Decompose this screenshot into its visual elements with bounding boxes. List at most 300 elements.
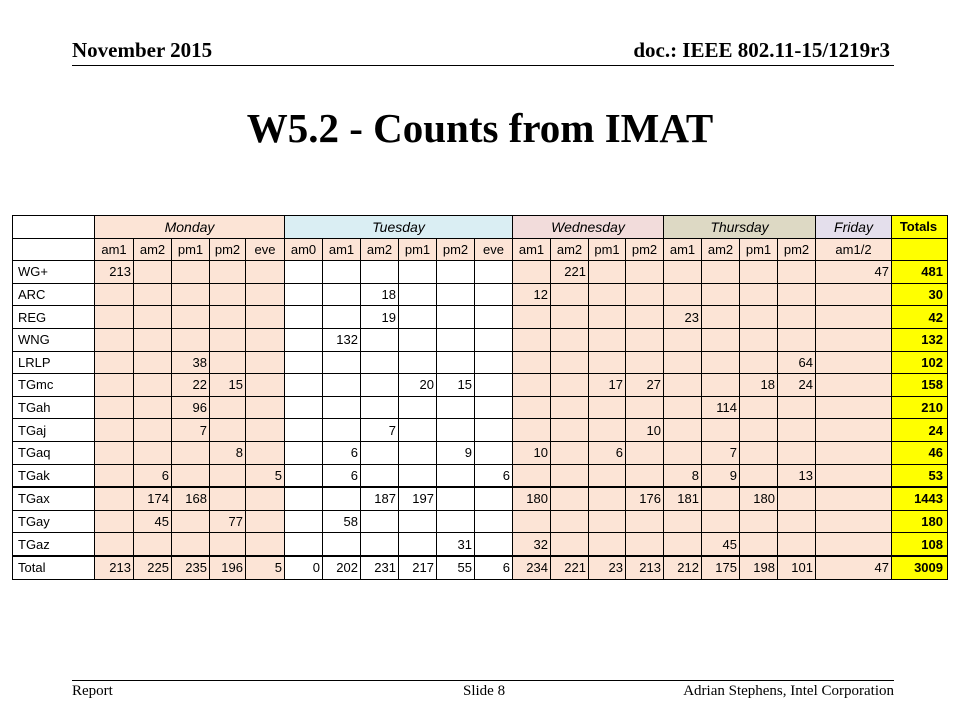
count-cell [323,261,361,284]
session-header-row [13,238,948,261]
count-cell [437,283,475,306]
count-cell [816,419,892,442]
count-cell [551,419,589,442]
count-cell [702,328,740,351]
count-cell [475,261,513,284]
count-cell [551,510,589,533]
count-cell: 20 [399,374,437,397]
totals-header-blank [892,238,948,261]
count-cell [589,328,626,351]
count-cell: 17 [589,374,626,397]
count-cell [285,441,323,464]
count-cell [246,306,285,329]
count-cell [475,351,513,374]
row-total: 53 [892,464,948,487]
count-cell [589,261,626,284]
count-cell [95,283,134,306]
count-cell: 38 [172,351,210,374]
row-total: 24 [892,419,948,442]
count-cell [437,306,475,329]
count-cell [246,328,285,351]
table-row [13,441,948,464]
session-header: pm1 [589,238,626,261]
session-header: pm2 [778,238,816,261]
count-cell [513,374,551,397]
count-cell: 180 [513,487,551,510]
count-cell [740,510,778,533]
footer-report: Report [72,683,113,699]
count-cell: 31 [437,533,475,556]
count-cell [361,441,399,464]
count-cell [95,306,134,329]
table-row [13,306,948,329]
count-cell [626,510,664,533]
count-cell [210,283,246,306]
count-cell [285,261,323,284]
count-cell: 180 [740,487,778,510]
count-cell [816,283,892,306]
count-cell: 19 [361,306,399,329]
count-cell: 10 [626,419,664,442]
count-cell: 8 [664,464,702,487]
count-cell [664,396,702,419]
count-cell [589,419,626,442]
count-cell [626,283,664,306]
count-cell: 231 [361,556,399,579]
count-cell: 15 [210,374,246,397]
count-cell: 15 [437,374,475,397]
row-label: TGah [13,396,95,419]
count-cell [246,487,285,510]
count-cell [475,283,513,306]
count-cell [361,464,399,487]
count-cell [778,487,816,510]
count-cell [778,283,816,306]
day-header-wed: Wednesday [513,216,664,239]
count-cell [399,441,437,464]
count-cell [323,374,361,397]
count-cell [437,464,475,487]
count-cell [285,533,323,556]
count-cell [513,328,551,351]
count-cell: 64 [778,351,816,374]
count-cell [475,487,513,510]
count-cell [778,533,816,556]
count-cell: 114 [702,396,740,419]
count-cell [285,351,323,374]
count-cell [626,328,664,351]
count-cell [399,283,437,306]
count-cell: 6 [134,464,172,487]
count-cell [589,283,626,306]
totals-header: Totals [892,216,948,239]
count-cell [437,328,475,351]
corner-cell [13,216,95,239]
total-row [13,556,948,579]
count-cell [816,510,892,533]
count-cell [513,351,551,374]
count-cell: 77 [210,510,246,533]
session-header: am1 [664,238,702,261]
count-cell [323,283,361,306]
count-cell: 212 [664,556,702,579]
count-cell: 0 [285,556,323,579]
count-cell [589,351,626,374]
count-cell [246,396,285,419]
count-cell [816,351,892,374]
row-label: TGax [13,487,95,510]
count-cell [664,441,702,464]
count-cell [437,396,475,419]
count-cell [95,374,134,397]
day-header-thu: Thursday [664,216,816,239]
count-cell [626,261,664,284]
count-cell [551,533,589,556]
count-cell [323,487,361,510]
count-cell [437,351,475,374]
table-row [13,419,948,442]
count-cell: 175 [702,556,740,579]
footer-author: Adrian Stephens, Intel Corporation [683,683,894,699]
session-header: pm2 [626,238,664,261]
imat-counts-table [12,215,948,580]
count-cell [134,533,172,556]
count-cell [664,374,702,397]
count-cell [664,533,702,556]
count-cell: 12 [513,283,551,306]
count-cell [589,464,626,487]
count-cell: 13 [778,464,816,487]
count-cell [246,374,285,397]
count-cell [475,441,513,464]
count-cell: 181 [664,487,702,510]
count-cell: 23 [589,556,626,579]
count-cell [361,351,399,374]
row-label: TGay [13,510,95,533]
count-cell: 9 [437,441,475,464]
table-row [13,261,948,284]
count-cell [172,261,210,284]
count-cell: 202 [323,556,361,579]
count-cell [778,441,816,464]
count-cell [361,510,399,533]
count-cell: 7 [702,441,740,464]
count-cell [589,487,626,510]
session-header: eve [246,238,285,261]
session-header: am2 [702,238,740,261]
count-cell [437,419,475,442]
table-row [13,328,948,351]
count-cell: 6 [323,441,361,464]
count-cell [285,306,323,329]
header-date: November 2015 [72,38,213,62]
session-header: am2 [134,238,172,261]
count-cell [513,419,551,442]
count-cell [134,261,172,284]
count-cell [172,510,210,533]
count-cell: 213 [626,556,664,579]
count-cell [285,374,323,397]
count-cell [551,487,589,510]
count-cell [323,351,361,374]
count-cell: 7 [361,419,399,442]
count-cell [740,396,778,419]
count-cell [172,306,210,329]
day-header-fri: Friday [816,216,892,239]
count-cell [664,283,702,306]
row-total: 132 [892,328,948,351]
count-cell [134,374,172,397]
count-cell [589,533,626,556]
count-cell [702,351,740,374]
count-cell [437,261,475,284]
count-cell [437,510,475,533]
count-cell: 10 [513,441,551,464]
table-row [13,374,948,397]
count-cell [778,510,816,533]
count-cell [740,441,778,464]
count-cell [210,487,246,510]
count-cell: 5 [246,464,285,487]
count-cell: 55 [437,556,475,579]
count-cell [513,464,551,487]
count-cell [702,419,740,442]
count-cell [134,306,172,329]
count-cell [740,464,778,487]
count-cell [816,441,892,464]
count-cell [399,306,437,329]
count-cell [134,328,172,351]
table-row [13,533,948,556]
day-header-row [13,216,948,239]
count-cell [210,464,246,487]
count-cell [702,510,740,533]
count-cell [172,464,210,487]
count-cell [210,261,246,284]
session-header: eve [475,238,513,261]
count-cell [95,510,134,533]
count-cell [134,283,172,306]
count-cell [172,533,210,556]
count-cell [210,396,246,419]
count-cell: 197 [399,487,437,510]
count-cell [740,533,778,556]
count-cell [210,419,246,442]
count-cell [95,441,134,464]
count-cell: 174 [134,487,172,510]
count-cell [778,306,816,329]
count-cell [816,487,892,510]
count-cell [323,396,361,419]
count-cell: 22 [172,374,210,397]
table-row [13,283,948,306]
count-cell: 187 [361,487,399,510]
count-cell [95,419,134,442]
table-row [13,464,948,487]
count-cell [551,374,589,397]
count-cell [816,464,892,487]
count-cell [285,487,323,510]
count-cell [551,351,589,374]
count-cell: 6 [475,556,513,579]
count-cell [285,464,323,487]
count-cell [664,510,702,533]
count-cell [551,464,589,487]
count-cell [361,396,399,419]
count-cell: 18 [361,283,399,306]
row-label: REG [13,306,95,329]
count-cell: 23 [664,306,702,329]
count-cell [589,396,626,419]
count-cell: 45 [134,510,172,533]
session-corner-cell [13,238,95,261]
count-cell: 27 [626,374,664,397]
count-cell [95,533,134,556]
count-cell [134,419,172,442]
session-header: pm2 [210,238,246,261]
session-header: pm2 [437,238,475,261]
count-cell [475,306,513,329]
count-cell [740,419,778,442]
count-cell [551,396,589,419]
count-cell: 58 [323,510,361,533]
table-row [13,487,948,510]
table-row [13,396,948,419]
table-row [13,510,948,533]
count-cell [513,261,551,284]
header-divider [72,65,894,66]
row-label: TGmc [13,374,95,397]
count-cell: 18 [740,374,778,397]
row-label: TGaj [13,419,95,442]
count-cell [361,533,399,556]
count-cell [778,328,816,351]
count-cell [816,396,892,419]
row-total: 108 [892,533,948,556]
count-cell [323,533,361,556]
count-cell [816,374,892,397]
count-cell [551,306,589,329]
count-cell [399,396,437,419]
count-cell [95,328,134,351]
count-cell [399,510,437,533]
row-label: Total [13,556,95,579]
count-cell: 5 [246,556,285,579]
row-total: 481 [892,261,948,284]
count-cell: 6 [589,441,626,464]
count-cell [664,328,702,351]
count-cell: 235 [172,556,210,579]
session-header: pm1 [740,238,778,261]
count-cell [513,396,551,419]
count-cell [210,351,246,374]
count-cell [285,419,323,442]
count-cell [702,487,740,510]
count-cell [285,283,323,306]
count-cell [551,441,589,464]
count-cell [95,464,134,487]
count-cell [134,441,172,464]
count-cell [399,351,437,374]
count-cell: 176 [626,487,664,510]
row-total: 180 [892,510,948,533]
count-cell [246,351,285,374]
count-cell [626,441,664,464]
count-cell [513,306,551,329]
count-cell [210,306,246,329]
footer-slide-number: Slide 8 [463,683,506,699]
count-cell [285,328,323,351]
count-cell [246,510,285,533]
count-cell: 9 [702,464,740,487]
count-cell [475,419,513,442]
footer-divider [72,680,894,681]
count-cell [816,306,892,329]
count-cell [702,283,740,306]
count-cell [323,306,361,329]
count-cell [664,419,702,442]
session-header: am0 [285,238,323,261]
count-cell [246,441,285,464]
count-cell [246,283,285,306]
count-cell [361,328,399,351]
row-total: 210 [892,396,948,419]
slide-title: W5.2 - Counts from IMAT [246,105,714,151]
table-row [13,351,948,374]
count-cell [551,328,589,351]
count-cell [816,328,892,351]
count-cell [437,487,475,510]
row-label: TGaz [13,533,95,556]
count-cell [475,510,513,533]
count-cell [361,374,399,397]
header-doc-id: doc.: IEEE 802.11-15/1219r3 [633,38,890,62]
count-cell [172,283,210,306]
count-cell [475,396,513,419]
count-cell [246,261,285,284]
count-cell [740,306,778,329]
session-header: am2 [361,238,399,261]
count-cell [285,510,323,533]
count-cell [740,283,778,306]
count-cell [95,396,134,419]
count-cell [778,261,816,284]
count-cell [626,533,664,556]
count-cell [399,533,437,556]
count-cell: 47 [816,261,892,284]
count-cell [589,306,626,329]
count-cell: 96 [172,396,210,419]
count-cell [702,261,740,284]
count-cell [172,328,210,351]
row-total: 1443 [892,487,948,510]
count-cell [399,328,437,351]
count-cell [323,419,361,442]
count-cell [246,533,285,556]
count-cell: 234 [513,556,551,579]
count-cell: 225 [134,556,172,579]
count-cell: 45 [702,533,740,556]
count-cell: 132 [323,328,361,351]
count-cell: 217 [399,556,437,579]
count-cell: 196 [210,556,246,579]
count-cell: 24 [778,374,816,397]
count-cell [778,419,816,442]
count-cell [399,464,437,487]
count-cell [134,351,172,374]
session-header: pm1 [172,238,210,261]
count-cell [778,396,816,419]
